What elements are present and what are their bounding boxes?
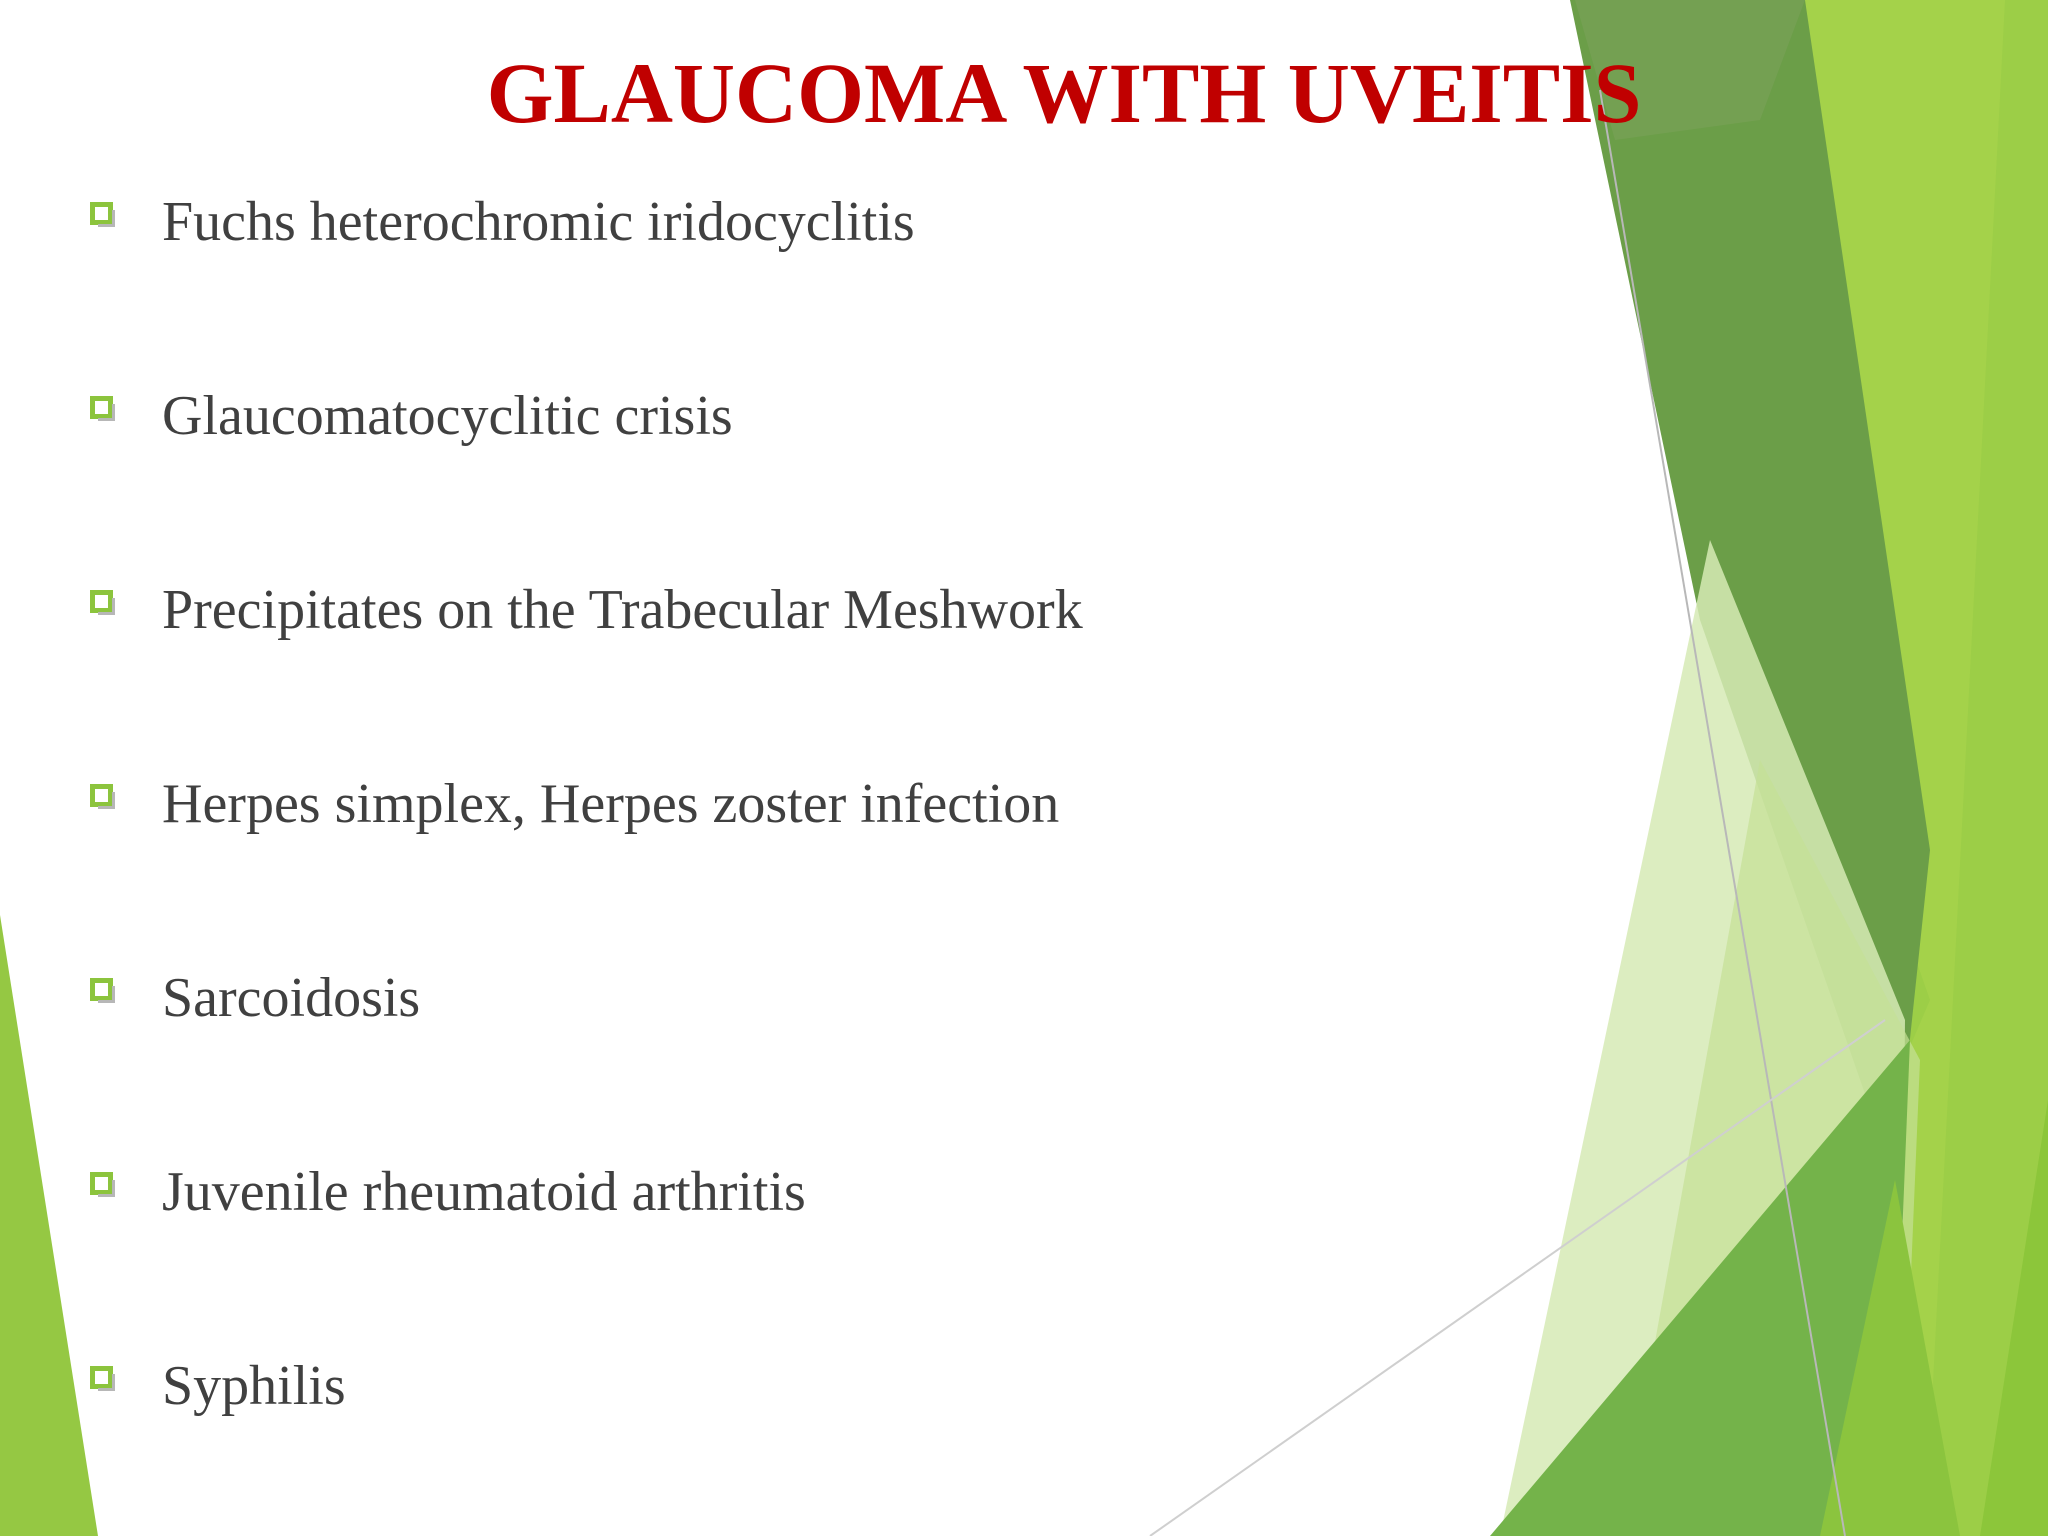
list-item bbox=[88, 1354, 1488, 1434]
list-item bbox=[88, 578, 1488, 658]
bullet-text: Juvenile rheumatoid arthritis bbox=[162, 1161, 806, 1223]
bullet-text: Precipitates on the Trabecular Meshwork bbox=[162, 579, 1083, 641]
hollow-square-checkbox-icon bbox=[90, 202, 116, 228]
slide-title: GLAUCOMA WITH UVEITIS bbox=[486, 45, 1642, 141]
green-band-left bbox=[0, 915, 98, 1536]
hollow-square-checkbox-icon bbox=[90, 978, 116, 1004]
list-item bbox=[88, 190, 1488, 270]
bullet-text: Fuchs heterochromic iridocyclitis bbox=[162, 191, 915, 253]
hollow-square-checkbox-icon bbox=[90, 396, 116, 422]
bullet-text: Syphilis bbox=[162, 1355, 346, 1417]
hollow-square-checkbox-icon bbox=[90, 1366, 116, 1392]
hollow-square-checkbox-icon bbox=[90, 1172, 116, 1198]
list-item bbox=[88, 772, 1488, 852]
list-item bbox=[88, 966, 1488, 1046]
hollow-square-checkbox-icon bbox=[90, 784, 116, 810]
hollow-square-checkbox-icon bbox=[90, 590, 116, 616]
bullet-text: Herpes simplex, Herpes zoster infection bbox=[162, 773, 1060, 835]
list-item bbox=[88, 384, 1488, 464]
list-item bbox=[88, 1160, 1488, 1240]
bullet-text: Glaucomatocyclitic crisis bbox=[162, 385, 733, 447]
bullet-text: Sarcoidosis bbox=[162, 967, 421, 1029]
